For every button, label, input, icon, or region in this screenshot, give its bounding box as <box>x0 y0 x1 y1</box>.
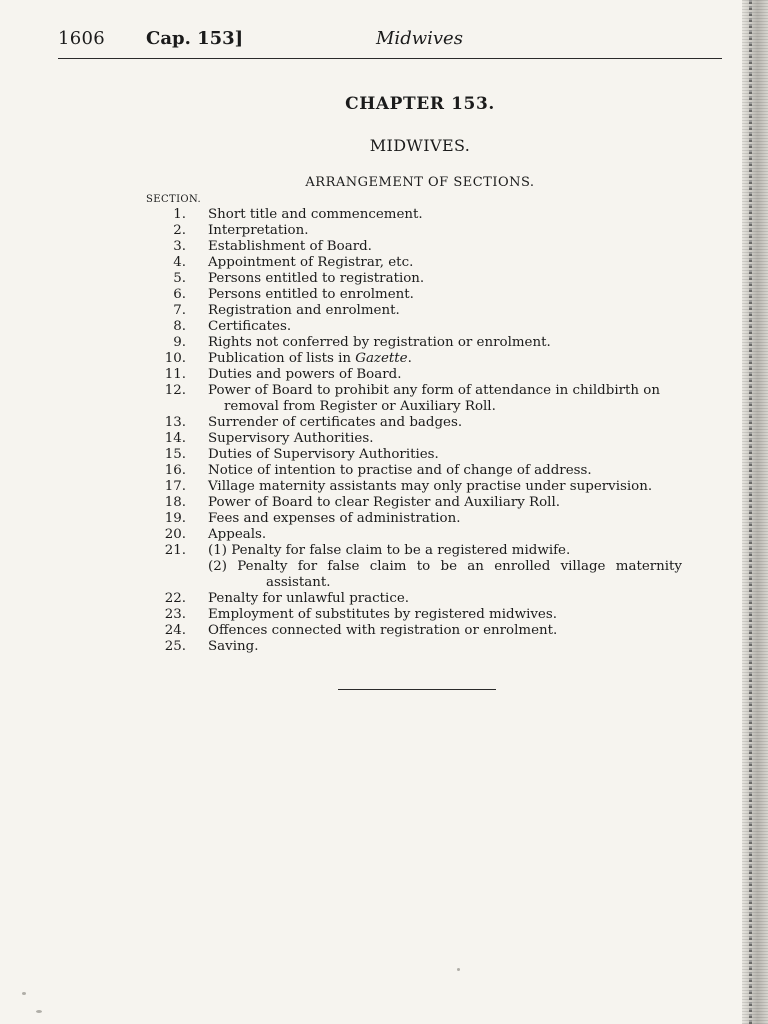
chapter-heading: CHAPTER 153. <box>345 94 495 114</box>
section-number: 11. <box>164 367 186 382</box>
section-title-period: . <box>407 351 412 366</box>
list-item <box>150 447 690 463</box>
section-title: Appointment of Registrar, etc. <box>208 255 414 270</box>
section-title: Appeals. <box>208 527 267 542</box>
list-item <box>150 271 690 287</box>
section-number: 2. <box>173 223 186 238</box>
section-title: Fees and expenses of administration. <box>208 511 461 526</box>
scan-speck <box>457 968 460 971</box>
page-number: 1606 <box>58 28 106 49</box>
list-item <box>150 415 690 431</box>
list-item <box>150 255 690 271</box>
section-title: Saving. <box>208 639 259 654</box>
section-title: Establishment of Board. <box>208 239 372 254</box>
binding-edge <box>749 0 752 1024</box>
section-title: Supervisory Authorities. <box>208 431 374 446</box>
list-item <box>150 543 690 591</box>
section-number: 17. <box>164 479 186 494</box>
section-title: Persons entitled to registration. <box>208 271 425 286</box>
arrangement-heading: ARRANGEMENT OF SECTIONS. <box>305 175 535 190</box>
section-number: 7. <box>173 303 186 318</box>
section-title: Persons entitled to enrolment. <box>208 287 414 302</box>
section-number: 23. <box>164 607 186 622</box>
section-number: 6. <box>173 287 186 302</box>
list-item <box>150 207 690 223</box>
list-item <box>150 639 690 655</box>
section-title: Rights not conferred by registration or enrolment. <box>208 335 551 350</box>
scan-edge <box>742 0 768 1024</box>
section-title: Registration and enrolment. <box>208 303 400 318</box>
section-title <box>208 351 690 367</box>
subsection-line: (1) Penalty for false claim to be a registered midwife. <box>208 543 571 558</box>
list-item <box>150 495 690 511</box>
list-item <box>150 383 690 415</box>
section-number: 3. <box>173 239 186 254</box>
end-rule <box>338 689 496 690</box>
scan-speck <box>22 992 26 995</box>
section-number: 19. <box>164 511 186 526</box>
cap-label: Cap. 153] <box>146 28 244 49</box>
gazette-italic: Gazette <box>355 351 408 366</box>
scan-speck <box>36 1010 42 1013</box>
list-item <box>150 367 690 383</box>
subsection-continuation: assistant. <box>266 575 331 590</box>
list-item <box>150 431 690 447</box>
list-item <box>150 287 690 303</box>
running-title: Midwives <box>376 28 463 49</box>
section-title <box>208 543 690 591</box>
sections-list <box>150 207 690 655</box>
section-title: Interpretation. <box>208 223 309 238</box>
section-title: Certificates. <box>208 319 292 334</box>
header-rule <box>58 58 722 59</box>
section-title-text: Publication of lists in <box>208 351 356 366</box>
section-number: 10. <box>164 351 186 366</box>
list-item <box>150 527 690 543</box>
section-number: 21. <box>164 543 186 558</box>
section-number: 8. <box>173 319 186 334</box>
section-title: Surrender of certificates and badges. <box>208 415 463 430</box>
section-title: Penalty for unlawful practice. <box>208 591 409 606</box>
section-number: 18. <box>164 495 186 510</box>
list-item <box>150 319 690 335</box>
list-item <box>150 591 690 607</box>
section-title: Notice of intention to practise and of change of address. <box>208 463 592 478</box>
subsection-line: (2) Penalty for false claim to be an enrolled village maternity <box>208 559 682 574</box>
list-item <box>150 223 690 239</box>
section-title: Power of Board to clear Register and Auxiliary Roll. <box>208 495 561 510</box>
section-number: 16. <box>164 463 186 478</box>
list-item <box>150 335 690 351</box>
chapter-title: MIDWIVES. <box>369 136 471 155</box>
list-item <box>150 463 690 479</box>
list-item <box>150 479 690 495</box>
section-number: 1. <box>173 207 186 222</box>
section-number: 15. <box>164 447 186 462</box>
list-item <box>150 351 690 367</box>
section-number: 4. <box>173 255 186 270</box>
section-number: 14. <box>164 431 186 446</box>
section-number: 12. <box>164 383 186 398</box>
list-item <box>150 303 690 319</box>
list-item <box>150 607 690 623</box>
section-title-continuation: removal from Register or Auxiliary Roll. <box>224 399 496 414</box>
section-title: Short title and commencement. <box>208 207 423 222</box>
section-number: 20. <box>164 527 186 542</box>
list-item <box>150 239 690 255</box>
section-number: 13. <box>164 415 186 430</box>
section-label: SECTION. <box>146 194 202 205</box>
section-number: 22. <box>164 591 186 606</box>
section-number: 25. <box>164 639 186 654</box>
list-item <box>150 511 690 527</box>
section-number: 5. <box>173 271 186 286</box>
section-title: Village maternity assistants may only practise under supervision. <box>208 479 653 494</box>
section-title-line: Power of Board to prohibit any form of attendance in childbirth on <box>208 383 660 398</box>
section-number: 24. <box>164 623 186 638</box>
section-title: Employment of substitutes by registered midwives. <box>208 607 557 622</box>
running-header <box>58 22 722 56</box>
section-title <box>208 383 690 415</box>
section-number: 9. <box>173 335 186 350</box>
list-item <box>150 623 690 639</box>
section-title: Duties of Supervisory Authorities. <box>208 447 439 462</box>
section-title: Duties and powers of Board. <box>208 367 402 382</box>
section-title: Offences connected with registration or enrolment. <box>208 623 558 638</box>
